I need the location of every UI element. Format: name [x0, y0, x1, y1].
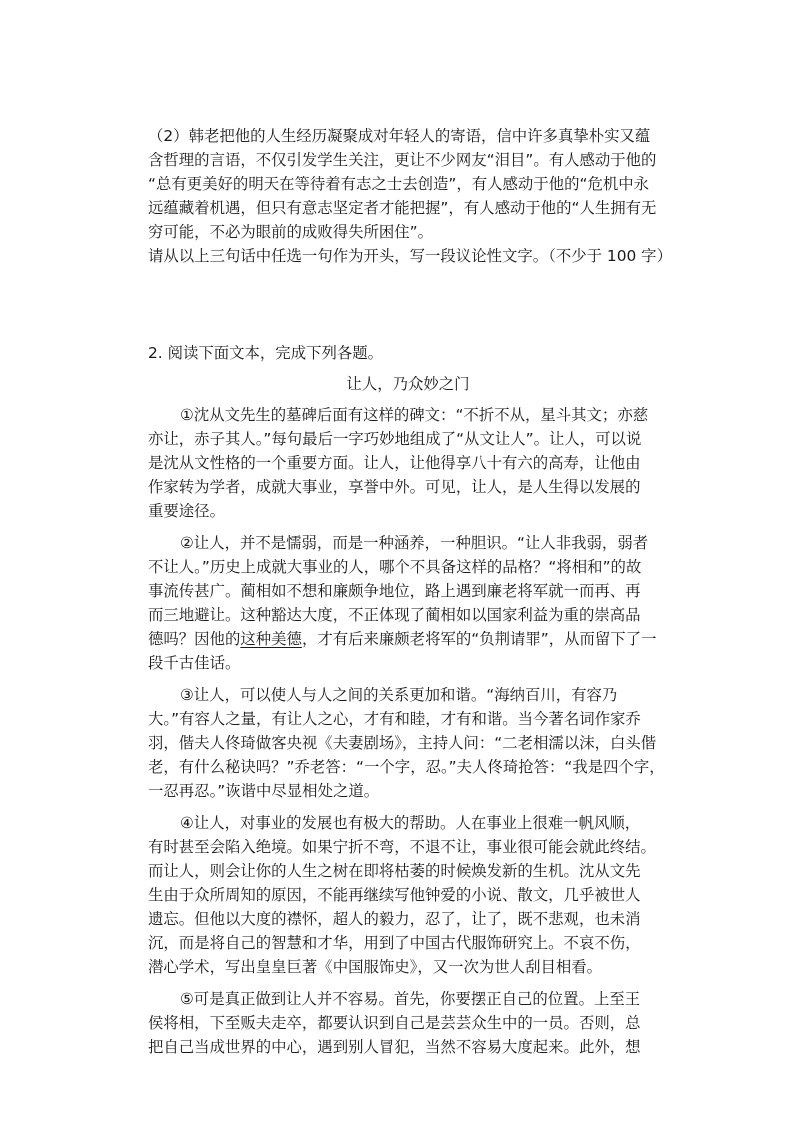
text-line: 老，有什么秘诀吗？”乔老答：“一个字，忍。”夫人佟琦抢答：“我是四个字， [148, 758, 665, 776]
text-line: 含哲理的言语，不仅引发学生关注，更让不少网友“泪目”。有人感动于他的 [148, 151, 657, 169]
text-line: ①沈从文先生的墓碑后面有这样的碑文：“不折不从，星斗其文；亦慈 [180, 406, 649, 424]
text-line: 而让人，则会让你的人生之树在即将枯萎的时候焕发新的生机。沈从文先 [148, 862, 641, 880]
text-line: 而三地避让。这种豁达大度，不正体现了蔺相如以国家利益为重的崇高品 [148, 606, 641, 624]
paragraph-3 [148, 683, 698, 803]
text-line: 2. 阅读下面文本，完成下列各题。 [148, 344, 384, 362]
text-line: 穷可能，不必为眼前的成败得失所困住”。 [148, 223, 434, 241]
text-line: （2）韩老把他的人生经历凝聚成对年轻人的寄语，信中许多真挚朴实又蕴 [148, 127, 651, 145]
paragraph-1 [148, 403, 698, 523]
underlined-phrase: 这种美德 [240, 630, 302, 648]
text-line: ⑤可是真正做到让人并不容易。首先，你要摆正自己的位置。上至王 [180, 990, 641, 1008]
text-line: 作家转为学者，成就大事业，享誉中外。可见，让人，是人生得以发展的 [148, 478, 641, 496]
text-line: 潜心学术，写出皇皇巨著《中国服饰史》，又一次为世人刮目相看。 [148, 958, 603, 976]
section-2-heading [148, 341, 698, 365]
text-line: 远蕴藏着机遇，但只有意志坚定者才能把握”，有人感动于他的“人生拥有无 [148, 199, 657, 217]
text-segment: 德吗？因他的 [148, 630, 241, 648]
text-line: ②让人，并不是懦弱，而是一种涵养，一种胆识。“让人非我弱，弱者 [180, 534, 649, 552]
text-line: 段千古佳话。 [148, 654, 241, 672]
text-line: ④让人，对事业的发展也有极大的帮助。人在事业上很难一帆风顺， [180, 814, 641, 832]
text-line: 事流传甚广。蔺相如不想和廉颇争地位，路上遇到廉老将军就一而再、再 [148, 582, 641, 600]
text-line: ③让人，可以使人与人之间的关系更加和谐。“海纳百川，有容乃 [180, 686, 618, 704]
text-segment: ，才有后来廉颇老将军的“负荆请罪”，从而留下了一 [301, 630, 657, 648]
text-line: 重要途径。 [148, 502, 225, 520]
text-line: “总有更美好的明天在等待着有志之士去创造”，有人感动于他的“危机中永 [148, 175, 650, 193]
text-line: 不让人。”历史上成就大事业的人，哪个不具备这样的品格？“将相和”的故 [148, 558, 642, 576]
writing-instruction [148, 244, 698, 268]
text-line: 生由于众所周知的原因，不能再继续写他钟爱的小说、散文，几乎被世人 [148, 886, 641, 904]
text-line: 一忍再忍。”诙谐中尽显相处之道。 [148, 782, 380, 800]
text-line: 有时甚至会陷入绝境。如果宁折不弯，不退不让，事业很可能会就此终结。 [148, 838, 656, 856]
article-title: 让人，乃众妙之门 [346, 375, 470, 393]
text-line: 羽，偕夫人佟琦做客央视《夫妻剧场》，主持人问：“二老相濡以沫，白头偕 [148, 734, 657, 752]
text-line: 侯将相，下至贩夫走卒，都要认识到自己是芸芸众生中的一员。否则，总 [148, 1014, 641, 1032]
text-line [148, 627, 698, 651]
question-2-prompt [148, 124, 698, 244]
text-line: 遗忘。但他以大度的襟怀，超人的毅力，忍了，让了，既不悲观，也未消 [148, 910, 641, 928]
text-line: 亦让，赤子其人。”每句最后一字巧妙地组成了“从文让人”。让人，可以说 [148, 430, 642, 448]
text-line: 沉，而是将自己的智慧和才华，用到了中国古代服饰研究上。不哀不伤， [148, 934, 641, 952]
text-line: 把自己当成世界的中心，遇到别人冒犯，当然不容易大度起来。此外，想 [148, 1038, 641, 1056]
text-line: 大。”有容人之量，有让人之心，才有和睦，才有和谐。当今著名词作家乔 [148, 710, 641, 728]
paragraph-4 [148, 811, 698, 979]
paragraph-2 [148, 531, 698, 675]
text-line: 是沈从文性格的一个重要方面。让人，让他得享八十有六的高寿，让他由 [148, 454, 641, 472]
text-line: 请从以上三句话中任选一句作为开头，写一段议论性文字。（不少于 100 字） [148, 247, 672, 265]
paragraph-5 [148, 987, 698, 1059]
